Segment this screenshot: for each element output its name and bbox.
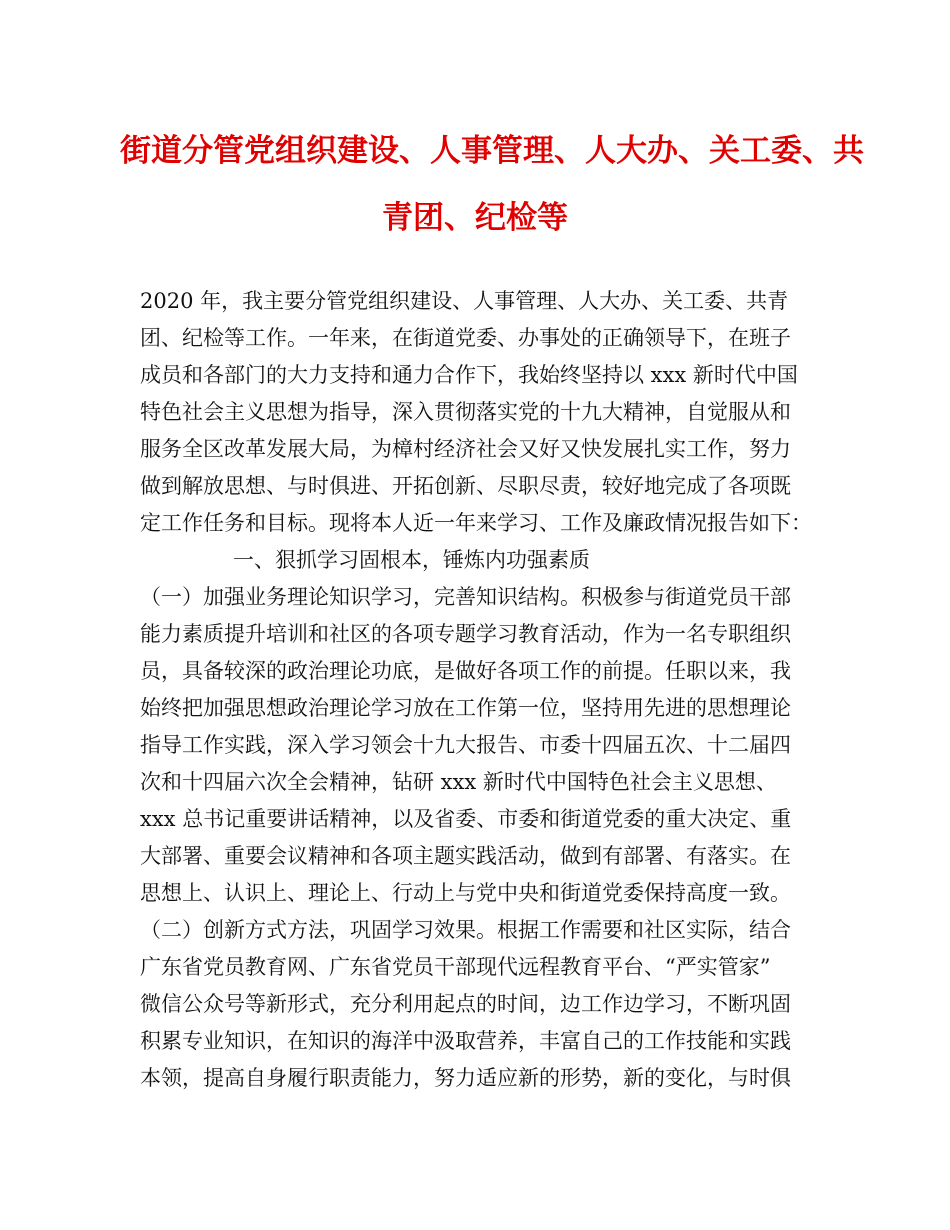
body-line: 定工作任务和目标。现将本人近一年来学习、工作及廉政情况报告如下： [140, 511, 812, 535]
body-line: 做到解放思想、与时俱进、开拓创新、尽职尽责，较好地完成了各项既 [140, 474, 791, 498]
body-line: 能力素质提升培训和社区的各项专题学习教育活动，作为一名专职组织 [140, 622, 791, 646]
body-line: 特色社会主义思想为指导，深入贯彻落实党的十九大精神，自觉服从和 [140, 400, 791, 424]
body-line: 始终把加强思想政治理论学习放在工作第一位，坚持用先进的思想理论 [140, 696, 791, 720]
body-line: 员，具备较深的政治理论功底，是做好各项工作的前提。任职以来，我 [140, 659, 791, 683]
body-line: （一）加强业务理论知识学习，完善知识结构。积极参与街道党员干部 [140, 585, 791, 609]
section-heading: 一、狠抓学习固根本，锤炼内功强素质 [233, 548, 590, 572]
body-line: 指导工作实践，深入学习领会十九大报告、市委十四届五次、十二届四 [140, 733, 791, 757]
body-line: 2020 年，我主要分管党组织建设、人事管理、人大办、关工委、共青 [140, 289, 789, 313]
body-line: 团、纪检等工作。一年来，在街道党委、办事处的正确领导下，在班子 [140, 326, 791, 350]
body-line: 微信公众号等新形式，充分利用起点的时间，边工作边学习，不断巩固 [140, 992, 791, 1016]
body-line: 本领，提高自身履行职责能力，努力适应新的形势，新的变化，与时俱 [140, 1066, 791, 1090]
body-line: xxx 总书记重要讲话精神，以及省委、市委和街道党委的重大决定、重 [140, 807, 792, 831]
body-line: 成员和各部门的大力支持和通力合作下，我始终坚持以 xxx 新时代中国 [140, 363, 798, 387]
body-line: 服务全区改革发展大局，为樟村经济社会又好又快发展扎实工作，努力 [140, 437, 791, 461]
body-line: 次和十四届六次全会精神，钻研 xxx 新时代中国特色社会主义思想、 [140, 770, 777, 794]
body-line: 思想上、认识上、理论上、行动上与党中央和街道党委保持高度一致。 [140, 881, 791, 905]
body-line: 积累专业知识，在知识的海洋中汲取营养，丰富自己的工作技能和实践 [140, 1029, 791, 1053]
document-title-line-1: 街道分管党组织建设、人事管理、人大办、关工委、共 [120, 133, 864, 169]
body-line: 大部署、重要会议精神和各项主题实践活动，做到有部署、有落实。在 [140, 844, 791, 868]
document-title-line-2: 青团、纪检等 [382, 200, 568, 236]
body-line: 广东省党员教育网、广东省党员干部现代远程教育平台、“严实管家” [140, 955, 771, 979]
body-line: （二）创新方式方法，巩固学习效果。根据工作需要和社区实际，结合 [140, 918, 791, 942]
